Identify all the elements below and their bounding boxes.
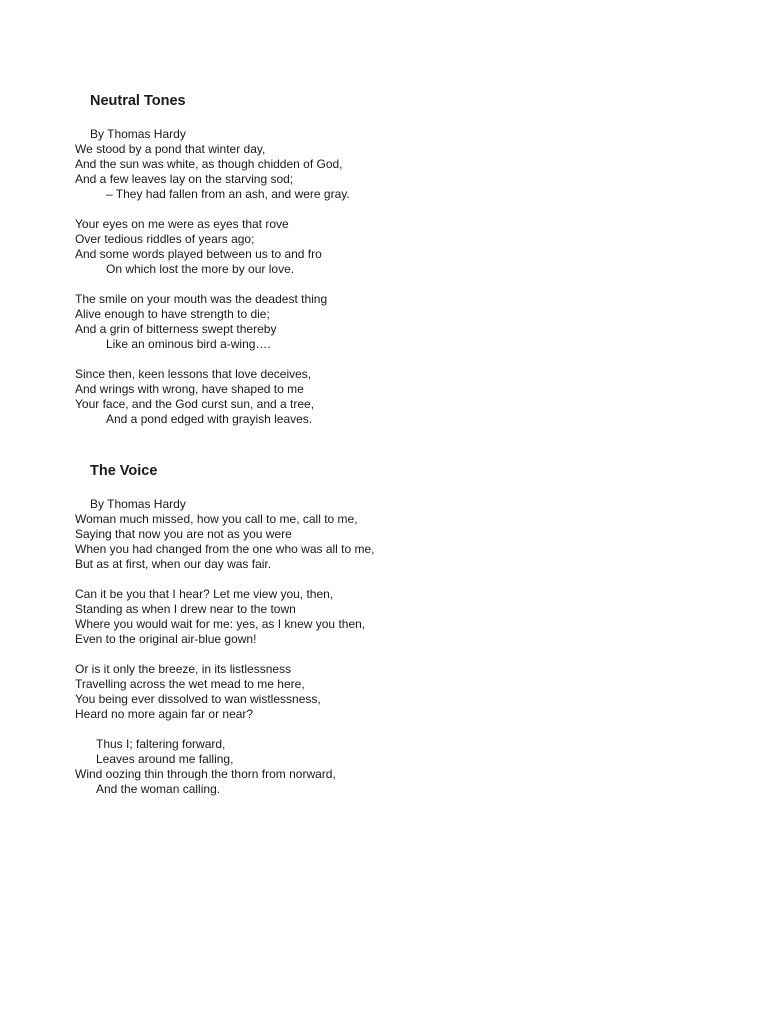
poem-line: Or is it only the breeze, in its listlessness	[75, 662, 292, 676]
poem-line: Alive enough to have strength to die;	[75, 307, 270, 321]
stanza	[75, 292, 635, 352]
poem-line: Can it be you that I hear? Let me view you, then,	[75, 587, 334, 601]
stanza	[75, 217, 635, 277]
poem-line: And the woman calling.	[96, 782, 221, 796]
poem-line: Standing as when I drew near to the town	[75, 602, 296, 616]
stanza	[75, 367, 635, 427]
poem-neutral-tones	[75, 92, 635, 427]
poem-line: Saying that now you are not as you were	[75, 527, 292, 541]
poem-line: And some words played between us to and fro	[75, 247, 322, 261]
poem-line: Your eyes on me were as eyes that rove	[75, 217, 289, 231]
poem-line: We stood by a pond that winter day,	[75, 142, 266, 156]
poem-line: Thus I; faltering forward,	[96, 737, 226, 751]
poem-line: And the sun was white, as though chidden of God,	[75, 157, 343, 171]
stanza	[75, 142, 635, 202]
poem-line: Wind oozing thin through the thorn from norward,	[75, 767, 336, 781]
poem-line: Like an ominous bird a-wing….	[106, 337, 271, 351]
poem-line: Leaves around me falling,	[96, 752, 234, 766]
poem-body	[75, 512, 635, 797]
poem-line: Your face, and the God curst sun, and a tree,	[75, 397, 315, 411]
stanza	[75, 737, 635, 797]
poem-author: By Thomas Hardy	[90, 497, 186, 511]
poem-line: On which lost the more by our love.	[106, 262, 295, 276]
poem-line: And a few leaves lay on the starving sod;	[75, 172, 294, 186]
poem-line: Over tedious riddles of years ago;	[75, 232, 255, 246]
poem-line: Even to the original air-blue gown!	[75, 632, 257, 646]
poem-line: And wrings with wrong, have shaped to me	[75, 382, 304, 396]
poem-line: Since then, keen lessons that love deceives,	[75, 367, 312, 381]
poem-line: – They had fallen from an ash, and were gray.	[106, 187, 350, 201]
poem-author: By Thomas Hardy	[90, 127, 186, 141]
poem-title: Neutral Tones	[90, 93, 186, 109]
poem-line: You being ever dissolved to wan wistlessness,	[75, 692, 321, 706]
poem-line: Where you would wait for me: yes, as I knew you then,	[75, 617, 366, 631]
stanza	[75, 587, 635, 647]
poem-line: And a pond edged with grayish leaves.	[106, 412, 313, 426]
stanza	[75, 512, 635, 572]
poem-line: And a grin of bitterness swept thereby	[75, 322, 277, 336]
poem-line: Heard no more again far or near?	[75, 707, 254, 721]
poem-body	[75, 142, 635, 427]
poem-line: The smile on your mouth was the deadest thing	[75, 292, 328, 306]
poem-the-voice	[75, 462, 635, 797]
stanza	[75, 662, 635, 722]
poem-line: But as at first, when our day was fair.	[75, 557, 272, 571]
poem-title: The Voice	[90, 463, 158, 479]
poem-line: Woman much missed, how you call to me, call to me,	[75, 512, 358, 526]
poem-line: When you had changed from the one who was all to me,	[75, 542, 375, 556]
poem-line: Travelling across the wet mead to me here,	[75, 677, 305, 691]
